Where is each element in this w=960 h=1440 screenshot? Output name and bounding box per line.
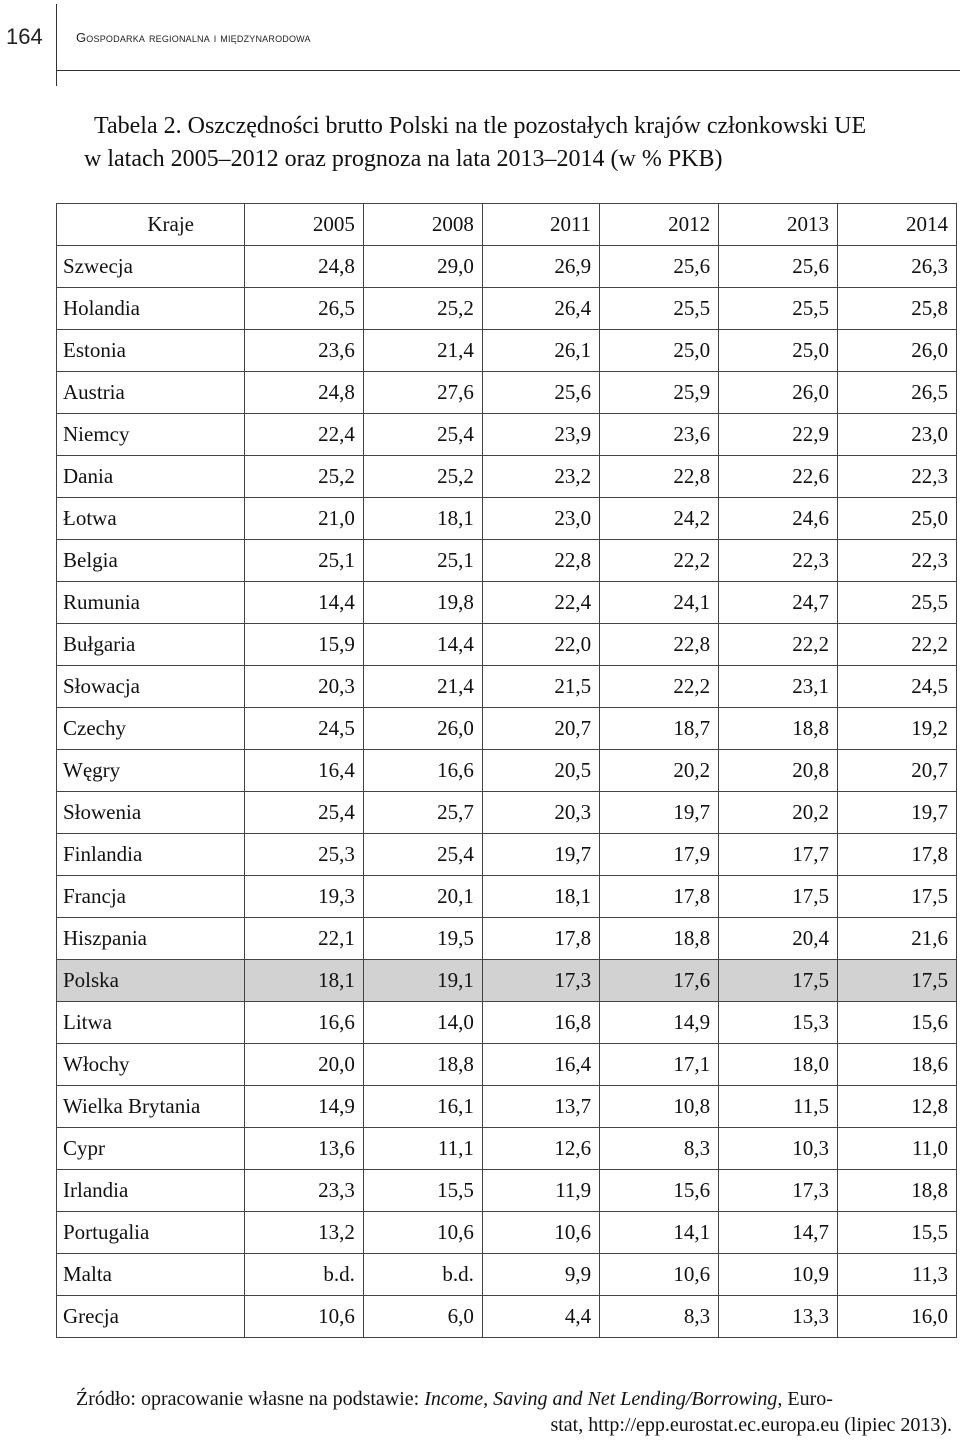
country-cell: Grecja	[57, 1296, 245, 1338]
country-cell: Polska	[57, 960, 245, 1002]
value-cell: 26,4	[482, 288, 599, 330]
value-cell: 19,7	[600, 792, 719, 834]
value-cell: 25,5	[600, 288, 719, 330]
value-cell: 27,6	[363, 372, 482, 414]
value-cell: 22,8	[600, 456, 719, 498]
value-cell: 20,3	[482, 792, 599, 834]
country-cell: Francja	[57, 876, 245, 918]
table-row	[57, 1212, 957, 1254]
value-cell: 25,0	[719, 330, 838, 372]
value-cell: 23,0	[482, 498, 599, 540]
value-cell: 22,9	[719, 414, 838, 456]
column-header-2013: 2013	[719, 204, 838, 246]
value-cell: 26,5	[245, 288, 364, 330]
value-cell: 21,6	[838, 918, 957, 960]
value-cell: 19,3	[245, 876, 364, 918]
country-cell: Wielka Brytania	[57, 1086, 245, 1128]
value-cell: 11,3	[838, 1254, 957, 1296]
value-cell: 26,0	[719, 372, 838, 414]
value-cell: 26,5	[838, 372, 957, 414]
value-cell: 24,8	[245, 246, 364, 288]
value-cell: 15,6	[838, 1002, 957, 1044]
value-cell: 24,5	[245, 708, 364, 750]
country-cell: Rumunia	[57, 582, 245, 624]
value-cell: 19,7	[482, 834, 599, 876]
page-header	[0, 0, 960, 80]
table-row	[57, 792, 957, 834]
value-cell: 24,8	[245, 372, 364, 414]
value-cell: 22,3	[838, 456, 957, 498]
value-cell: 17,3	[482, 960, 599, 1002]
country-cell: Dania	[57, 456, 245, 498]
value-cell: 17,5	[838, 876, 957, 918]
country-cell: Włochy	[57, 1044, 245, 1086]
value-cell: 24,5	[838, 666, 957, 708]
value-cell: 24,6	[719, 498, 838, 540]
table-row	[57, 708, 957, 750]
value-cell: 22,6	[719, 456, 838, 498]
value-cell: 25,2	[363, 288, 482, 330]
value-cell: 19,7	[838, 792, 957, 834]
value-cell: 29,0	[363, 246, 482, 288]
value-cell: 25,1	[245, 540, 364, 582]
value-cell: 13,2	[245, 1212, 364, 1254]
value-cell: 18,0	[719, 1044, 838, 1086]
header-horizontal-rule	[56, 70, 960, 71]
value-cell: 14,0	[363, 1002, 482, 1044]
value-cell: 15,9	[245, 624, 364, 666]
value-cell: 26,3	[838, 246, 957, 288]
value-cell: 12,8	[838, 1086, 957, 1128]
value-cell: 22,3	[838, 540, 957, 582]
value-cell: 23,1	[719, 666, 838, 708]
country-cell: Łotwa	[57, 498, 245, 540]
value-cell: 18,7	[600, 708, 719, 750]
country-cell: Słowenia	[57, 792, 245, 834]
value-cell: 22,2	[838, 624, 957, 666]
country-cell: Estonia	[57, 330, 245, 372]
table-row	[57, 1170, 957, 1212]
value-cell: 15,3	[719, 1002, 838, 1044]
value-cell: 10,6	[245, 1296, 364, 1338]
value-cell: 6,0	[363, 1296, 482, 1338]
value-cell: 21,4	[363, 330, 482, 372]
table-caption	[84, 110, 954, 176]
country-cell: Belgia	[57, 540, 245, 582]
value-cell: 16,8	[482, 1002, 599, 1044]
value-cell: 22,1	[245, 918, 364, 960]
value-cell: 22,3	[719, 540, 838, 582]
country-cell: Cypr	[57, 1128, 245, 1170]
value-cell: 17,9	[600, 834, 719, 876]
value-cell: 13,7	[482, 1086, 599, 1128]
value-cell: 11,0	[838, 1128, 957, 1170]
column-header-2011: 2011	[482, 204, 599, 246]
value-cell: 23,6	[245, 330, 364, 372]
value-cell: 18,1	[245, 960, 364, 1002]
value-cell: 17,5	[838, 960, 957, 1002]
value-cell: 21,5	[482, 666, 599, 708]
source-title: Income, Saving and Net Lending/Borrowing	[424, 1388, 778, 1410]
value-cell: 22,8	[482, 540, 599, 582]
value-cell: b.d.	[245, 1254, 364, 1296]
country-cell: Bułgaria	[57, 624, 245, 666]
value-cell: 11,9	[482, 1170, 599, 1212]
value-cell: 11,5	[719, 1086, 838, 1128]
value-cell: 18,1	[482, 876, 599, 918]
value-cell: 14,4	[363, 624, 482, 666]
value-cell: 19,8	[363, 582, 482, 624]
column-header-2012: 2012	[600, 204, 719, 246]
table-row	[57, 876, 957, 918]
value-cell: 18,8	[838, 1170, 957, 1212]
table-row	[57, 498, 957, 540]
value-cell: 17,7	[719, 834, 838, 876]
value-cell: 17,1	[600, 1044, 719, 1086]
country-cell: Niemcy	[57, 414, 245, 456]
value-cell: 25,1	[363, 540, 482, 582]
value-cell: 20,0	[245, 1044, 364, 1086]
value-cell: 15,6	[600, 1170, 719, 1212]
value-cell: 10,6	[600, 1254, 719, 1296]
table-row	[57, 414, 957, 456]
value-cell: 26,0	[363, 708, 482, 750]
table-row	[57, 582, 957, 624]
value-cell: b.d.	[363, 1254, 482, 1296]
value-cell: 18,6	[838, 1044, 957, 1086]
value-cell: 9,9	[482, 1254, 599, 1296]
table-row	[57, 1002, 957, 1044]
caption-line-1: Tabela 2. Oszczędności brutto Polski na tle pozostałych krajów członkowski UE	[94, 113, 867, 139]
value-cell: 16,1	[363, 1086, 482, 1128]
country-cell: Malta	[57, 1254, 245, 1296]
value-cell: 25,4	[245, 792, 364, 834]
value-cell: 14,7	[719, 1212, 838, 1254]
value-cell: 22,8	[600, 624, 719, 666]
value-cell: 13,6	[245, 1128, 364, 1170]
value-cell: 10,3	[719, 1128, 838, 1170]
value-cell: 10,9	[719, 1254, 838, 1296]
value-cell: 23,2	[482, 456, 599, 498]
value-cell: 25,6	[719, 246, 838, 288]
value-cell: 17,8	[838, 834, 957, 876]
value-cell: 22,0	[482, 624, 599, 666]
value-cell: 20,7	[838, 750, 957, 792]
value-cell: 25,0	[600, 330, 719, 372]
source-line-2: stat, http://epp.eurostat.ec.europa.eu (lipiec 2013).	[550, 1414, 952, 1436]
value-cell: 22,4	[482, 582, 599, 624]
value-cell: 23,0	[838, 414, 957, 456]
value-cell: 20,2	[600, 750, 719, 792]
value-cell: 17,6	[600, 960, 719, 1002]
value-cell: 25,4	[363, 414, 482, 456]
table-row	[57, 330, 957, 372]
value-cell: 16,4	[245, 750, 364, 792]
value-cell: 12,6	[482, 1128, 599, 1170]
value-cell: 25,7	[363, 792, 482, 834]
value-cell: 26,0	[838, 330, 957, 372]
value-cell: 18,8	[719, 708, 838, 750]
value-cell: 15,5	[363, 1170, 482, 1212]
column-header-2008: 2008	[363, 204, 482, 246]
header-vertical-rule	[56, 4, 57, 86]
source-note	[76, 1386, 956, 1438]
value-cell: 22,2	[600, 540, 719, 582]
value-cell: 15,5	[838, 1212, 957, 1254]
value-cell: 23,3	[245, 1170, 364, 1212]
table-body	[57, 246, 957, 1338]
value-cell: 25,5	[838, 582, 957, 624]
value-cell: 10,6	[363, 1212, 482, 1254]
country-cell: Irlandia	[57, 1170, 245, 1212]
value-cell: 14,9	[245, 1086, 364, 1128]
value-cell: 17,5	[719, 960, 838, 1002]
table-row	[57, 624, 957, 666]
table-row	[57, 540, 957, 582]
value-cell: 20,3	[245, 666, 364, 708]
table-row	[57, 1296, 957, 1338]
value-cell: 25,6	[600, 246, 719, 288]
value-cell: 25,6	[482, 372, 599, 414]
country-cell: Szwecja	[57, 246, 245, 288]
value-cell: 25,2	[245, 456, 364, 498]
value-cell: 25,0	[838, 498, 957, 540]
caption-line-2: w latach 2005–2012 oraz prognoza na lata 2013–2014 (w % PKB)	[84, 146, 723, 172]
running-head: Gospodarka regionalna i międzynarodowa	[76, 30, 311, 45]
table-row	[57, 666, 957, 708]
value-cell: 25,3	[245, 834, 364, 876]
value-cell: 10,8	[600, 1086, 719, 1128]
value-cell: 18,1	[363, 498, 482, 540]
value-cell: 20,7	[482, 708, 599, 750]
value-cell: 16,0	[838, 1296, 957, 1338]
column-header-2005: 2005	[245, 204, 364, 246]
value-cell: 26,9	[482, 246, 599, 288]
table-row	[57, 1128, 957, 1170]
value-cell: 22,2	[600, 666, 719, 708]
value-cell: 14,9	[600, 1002, 719, 1044]
value-cell: 4,4	[482, 1296, 599, 1338]
value-cell: 17,3	[719, 1170, 838, 1212]
value-cell: 17,5	[719, 876, 838, 918]
value-cell: 20,4	[719, 918, 838, 960]
value-cell: 23,9	[482, 414, 599, 456]
value-cell: 23,6	[600, 414, 719, 456]
value-cell: 25,2	[363, 456, 482, 498]
country-cell: Litwa	[57, 1002, 245, 1044]
value-cell: 19,2	[838, 708, 957, 750]
table-row	[57, 960, 957, 1002]
table-row	[57, 372, 957, 414]
value-cell: 18,8	[363, 1044, 482, 1086]
value-cell: 24,7	[719, 582, 838, 624]
table-header-row	[57, 204, 957, 246]
value-cell: 25,4	[363, 834, 482, 876]
value-cell: 16,6	[245, 1002, 364, 1044]
column-header-kraje: Kraje	[57, 204, 245, 246]
table-row	[57, 1044, 957, 1086]
value-cell: 20,8	[719, 750, 838, 792]
country-cell: Holandia	[57, 288, 245, 330]
value-cell: 22,4	[245, 414, 364, 456]
savings-table	[56, 203, 957, 1338]
value-cell: 8,3	[600, 1296, 719, 1338]
value-cell: 13,3	[719, 1296, 838, 1338]
value-cell: 17,8	[600, 876, 719, 918]
table-row	[57, 918, 957, 960]
value-cell: 20,5	[482, 750, 599, 792]
table-row	[57, 750, 957, 792]
value-cell: 24,1	[600, 582, 719, 624]
table-row	[57, 834, 957, 876]
value-cell: 11,1	[363, 1128, 482, 1170]
country-cell: Czechy	[57, 708, 245, 750]
country-cell: Hiszpania	[57, 918, 245, 960]
source-prefix: Źródło: opracowanie własne na podstawie:	[76, 1388, 425, 1410]
value-cell: 25,5	[719, 288, 838, 330]
value-cell: 26,1	[482, 330, 599, 372]
value-cell: 18,8	[600, 918, 719, 960]
value-cell: 20,1	[363, 876, 482, 918]
country-cell: Węgry	[57, 750, 245, 792]
value-cell: 19,5	[363, 918, 482, 960]
value-cell: 16,6	[363, 750, 482, 792]
value-cell: 14,1	[600, 1212, 719, 1254]
value-cell: 24,2	[600, 498, 719, 540]
table-row	[57, 288, 957, 330]
value-cell: 25,8	[838, 288, 957, 330]
value-cell: 20,2	[719, 792, 838, 834]
page-number: 164	[6, 24, 43, 49]
source-suffix: , Euro-	[777, 1388, 833, 1410]
table-row	[57, 246, 957, 288]
value-cell: 8,3	[600, 1128, 719, 1170]
value-cell: 21,0	[245, 498, 364, 540]
table-row	[57, 456, 957, 498]
value-cell: 19,1	[363, 960, 482, 1002]
value-cell: 16,4	[482, 1044, 599, 1086]
table-row	[57, 1086, 957, 1128]
country-cell: Słowacja	[57, 666, 245, 708]
value-cell: 22,2	[719, 624, 838, 666]
table-row	[57, 1254, 957, 1296]
value-cell: 14,4	[245, 582, 364, 624]
country-cell: Finlandia	[57, 834, 245, 876]
value-cell: 25,9	[600, 372, 719, 414]
country-cell: Austria	[57, 372, 245, 414]
column-header-2014: 2014	[838, 204, 957, 246]
value-cell: 17,8	[482, 918, 599, 960]
value-cell: 10,6	[482, 1212, 599, 1254]
country-cell: Portugalia	[57, 1212, 245, 1254]
value-cell: 21,4	[363, 666, 482, 708]
